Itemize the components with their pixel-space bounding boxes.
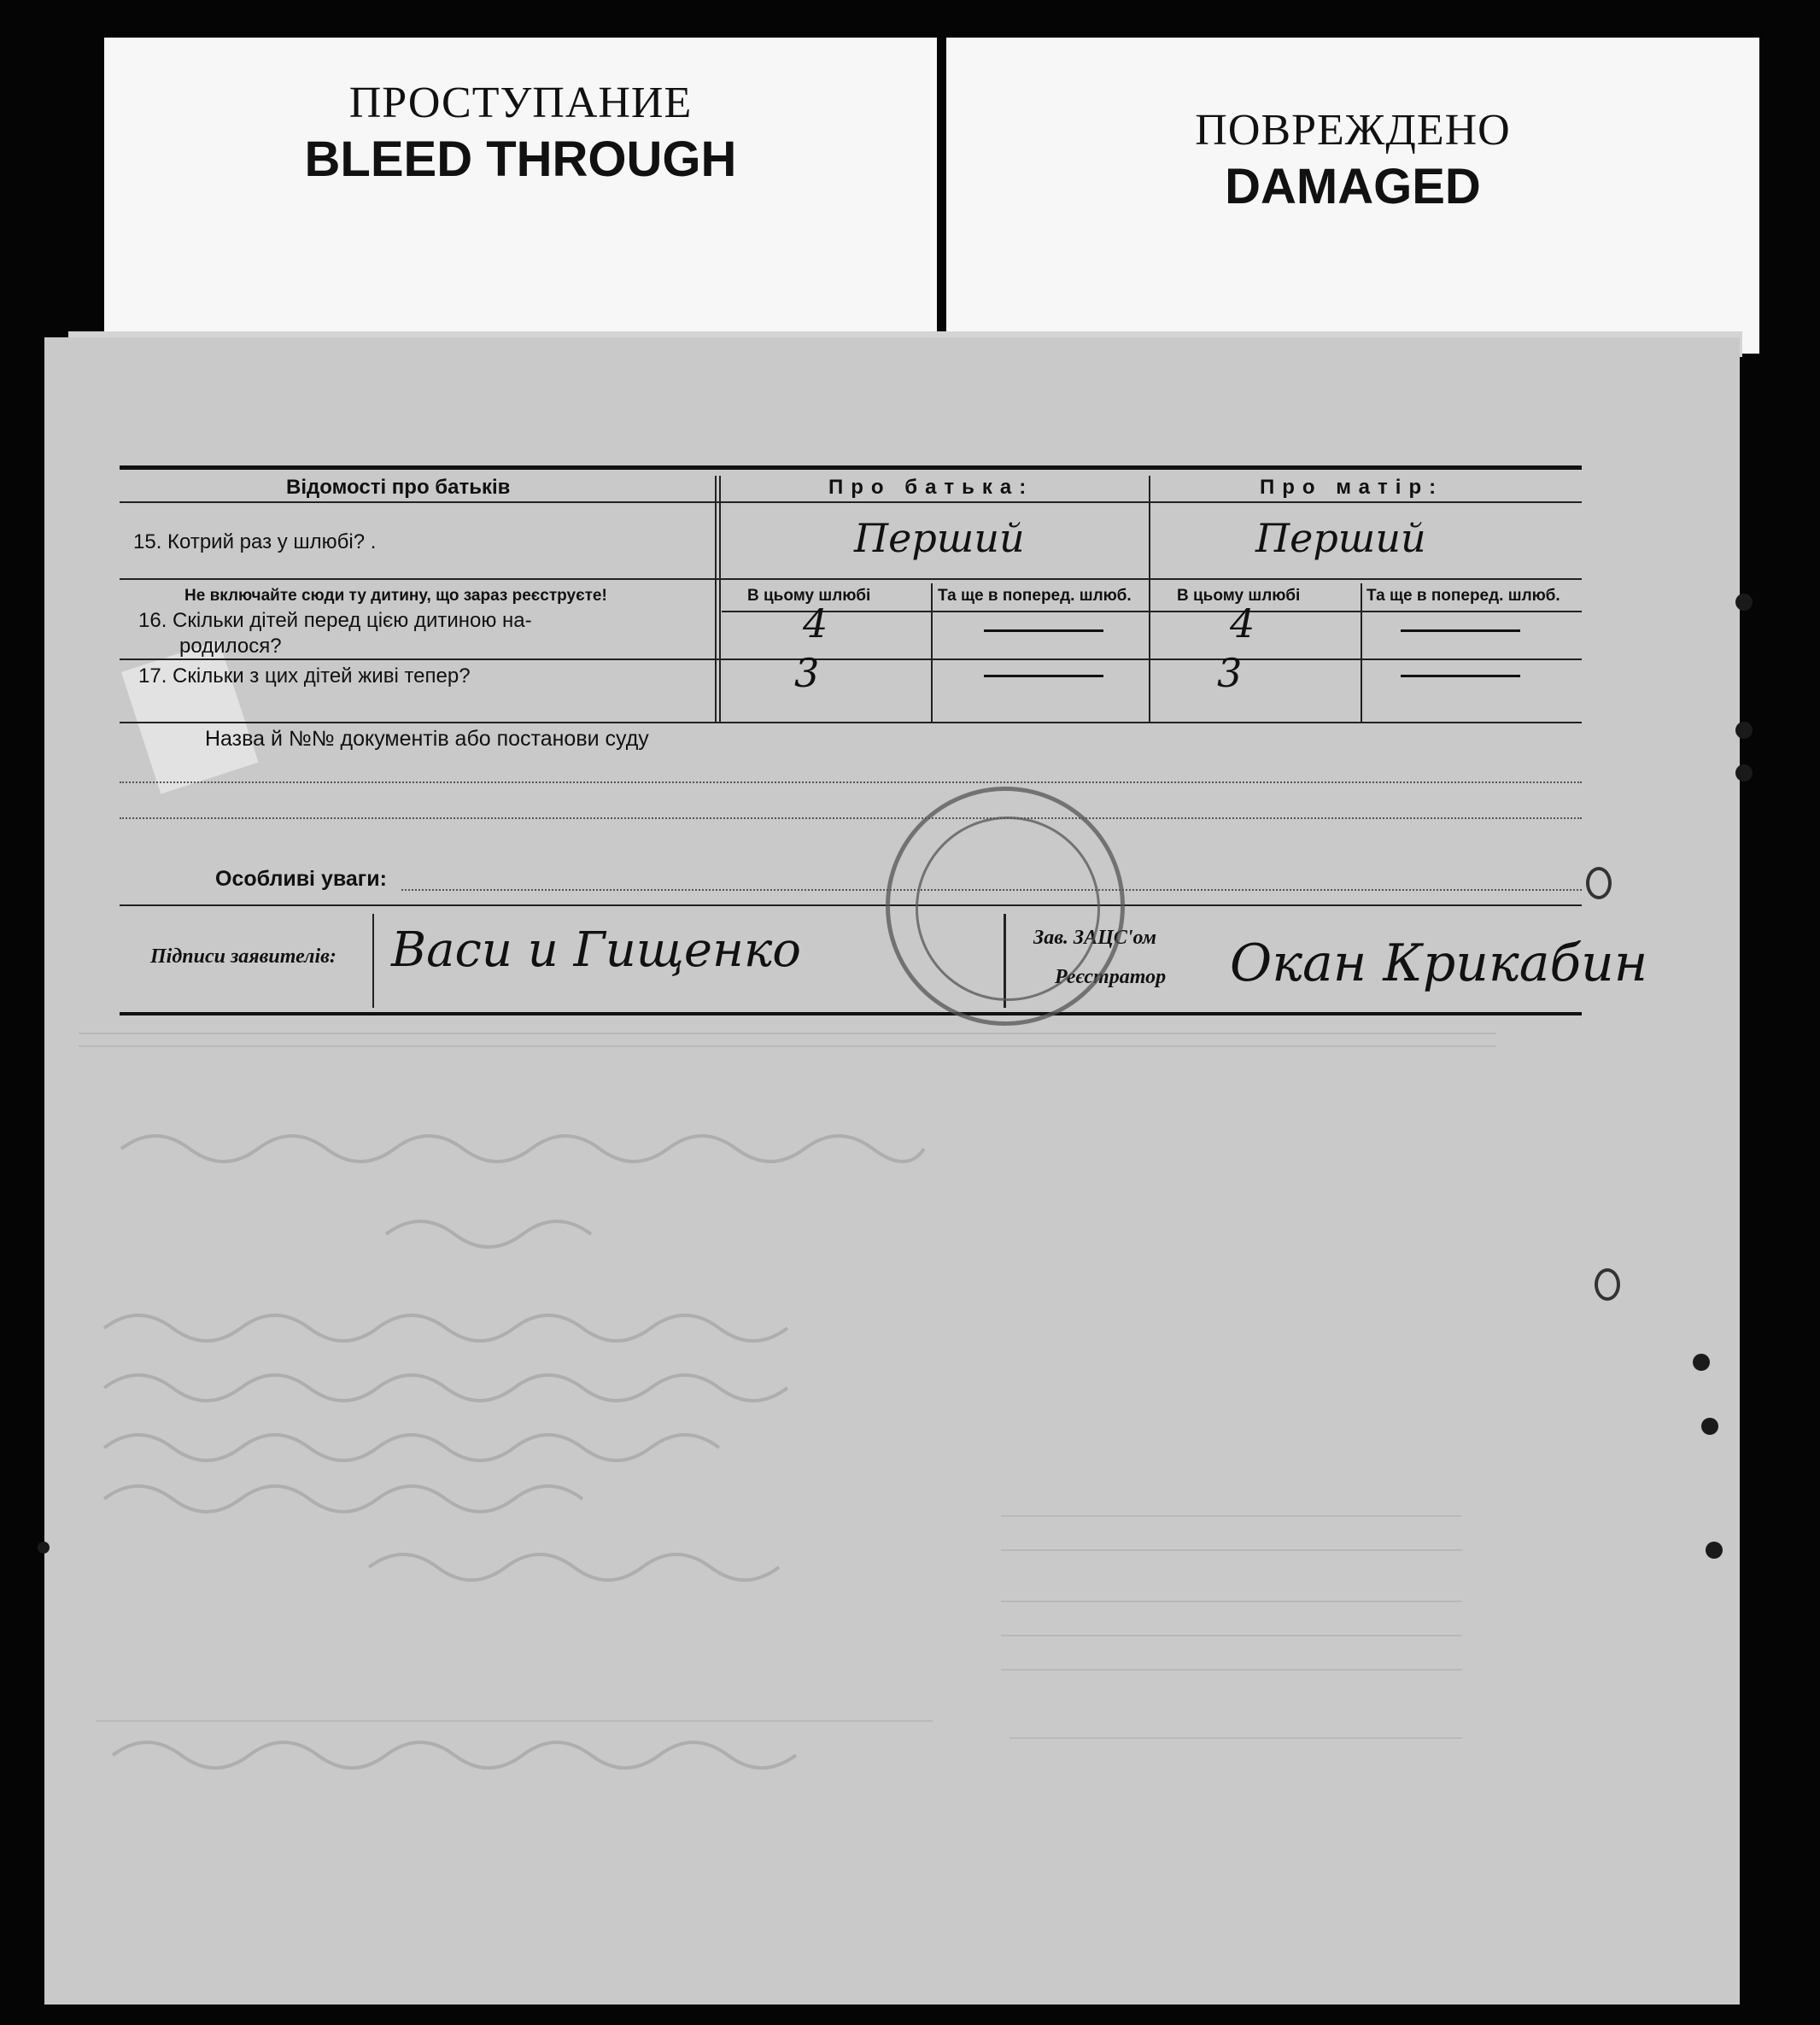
row17-mother-prev-dash: [1401, 675, 1520, 677]
father-this-marriage-header: В цьому шлюбі: [747, 587, 871, 605]
mother-prev-marriage-header: Та ще в поперед. шлюб.: [1366, 587, 1560, 605]
bleed-through-ru: ПРОСТУПАНИЕ: [348, 79, 693, 127]
applicants-signatures-label: Підписи заявителів:: [150, 945, 336, 968]
damaged-en: DAMAGED: [1225, 159, 1481, 214]
sub-header-rule: [722, 611, 1582, 612]
applicants-signature: Васи и Гищенко: [391, 922, 802, 978]
documents-dotted-line-1: [120, 781, 1582, 783]
row16-father-this-value: 4: [803, 600, 828, 647]
bottom-rule: [120, 1012, 1582, 1015]
exclude-child-note: Не включайте сюди ту дитину, що зараз реєструєте!: [184, 587, 607, 605]
father-prev-marriage-header: Та ще в поперед. шлюб.: [938, 587, 1132, 605]
col-divider-2: [1149, 476, 1150, 723]
header-father: Про батька:: [828, 476, 1034, 499]
punch-hole: [1706, 1542, 1723, 1559]
damaged-label-card: [946, 38, 1759, 354]
document-sheet: [44, 337, 1740, 2005]
col-divider-father: [931, 583, 933, 723]
row17-label: 17. Скільки з цих дітей живі тепер?: [138, 664, 471, 688]
row15-label: 15. Котрий раз у шлюбі? .: [133, 530, 377, 553]
punch-hole: [1735, 764, 1753, 781]
col-divider-1: [715, 476, 717, 723]
bleed-through-en: BLEED THROUGH: [304, 132, 737, 187]
header-parents-info: Відомості про батьків: [286, 476, 511, 499]
row17-mother-this-value: 3: [1217, 650, 1243, 696]
row16-rule: [120, 658, 1582, 660]
row17-rule: [120, 722, 1582, 723]
mother-this-marriage-header: В цьому шлюбі: [1177, 587, 1301, 605]
row16-father-prev-dash: [984, 629, 1103, 632]
documents-label: Назва й №№ документів або постанови суду: [205, 727, 649, 751]
punch-hole: [1701, 1418, 1718, 1435]
header-mother: Про матір:: [1260, 476, 1444, 499]
stamp-inner-ring: [916, 816, 1100, 1001]
row15-mother-value: Перший: [1255, 515, 1426, 561]
punch-hole-ring: [1586, 867, 1612, 899]
row16-mother-prev-dash: [1401, 629, 1520, 632]
row17-father-prev-dash: [984, 675, 1103, 677]
punch-hole: [1735, 722, 1753, 739]
header-rule: [120, 501, 1582, 503]
row15-father-value: Перший: [854, 515, 1025, 561]
row17-father-this-value: 3: [794, 650, 820, 696]
col-divider-1b: [719, 476, 721, 723]
row16-label-line2: родилося?: [179, 635, 282, 658]
punch-hole: [1693, 1354, 1710, 1371]
punch-hole: [38, 1542, 50, 1554]
remarks-label: Особливі уваги:: [215, 867, 387, 891]
registrar-label: Реєстратор: [1055, 966, 1167, 988]
official-round-stamp: [886, 787, 1125, 1026]
damaged-ru: ПОВРЕЖДЕНО: [1195, 106, 1511, 155]
head-zags-label: Зав. ЗАЦС'ом: [1033, 927, 1157, 949]
punch-hole-ring: [1595, 1268, 1620, 1301]
bleed-through-label-card: [104, 38, 937, 354]
col-divider-mother: [1361, 583, 1362, 723]
registrar-signature: Окан Крикабин: [1230, 933, 1648, 993]
remarks-rule: [120, 904, 1582, 906]
top-rule: [120, 465, 1582, 470]
row16-label-line1: 16. Скільки дітей перед цією дитиною на-: [138, 609, 532, 632]
signature-left-bracket: [372, 914, 374, 1008]
documents-dotted-line-2: [120, 817, 1582, 819]
row15-rule: [120, 578, 1582, 580]
row16-mother-this-value: 4: [1230, 600, 1255, 647]
punch-hole: [1735, 594, 1753, 611]
